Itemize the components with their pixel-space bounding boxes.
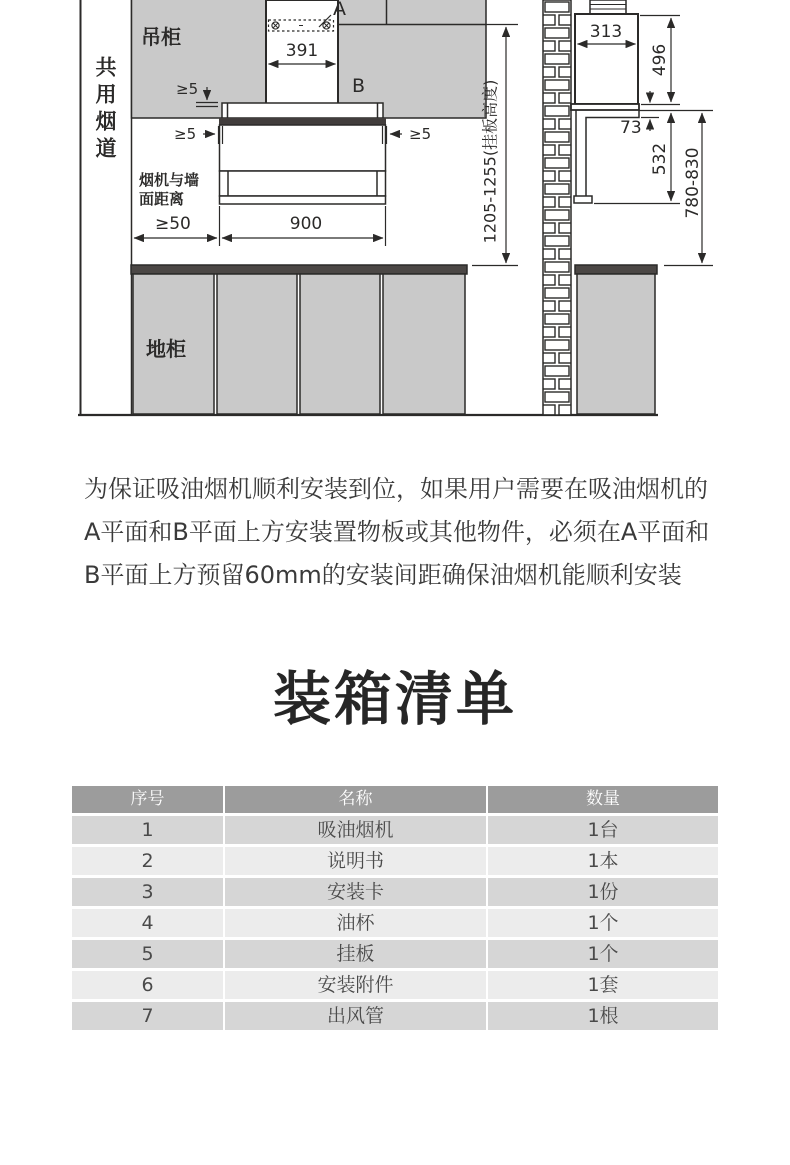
dim-chimney-width: 391 <box>285 41 319 61</box>
table-row <box>72 878 718 906</box>
cell-quantity: 1根 <box>488 1002 718 1030</box>
dim-chimney-height: 496 <box>650 43 670 77</box>
header-index: 序号 <box>72 786 223 813</box>
cell-index: 1 <box>72 816 223 844</box>
dim-chimney-depth: 313 <box>589 22 623 42</box>
dim-min-wall-distance: ≥50 <box>155 214 191 234</box>
dim-left-gap: ≥5 <box>174 125 197 143</box>
packing-list-title: 装箱清单 <box>272 665 517 733</box>
cell-name: 挂板 <box>225 940 486 968</box>
cell-quantity: 1套 <box>488 971 718 999</box>
installation-note <box>84 468 724 597</box>
cell-index: 2 <box>72 847 223 875</box>
cell-name: 出风管 <box>225 1002 486 1030</box>
dim-hood-width: 900 <box>289 214 323 234</box>
note-line2: A平面和B平面上方安装置物板或其他物件，必须在A平面和 <box>84 518 710 546</box>
dim-body-height: 532 <box>650 142 670 176</box>
cell-quantity: 1个 <box>488 940 718 968</box>
wall-distance-line2: 面距离 <box>139 190 185 208</box>
header-quantity: 数量 <box>488 786 718 813</box>
cell-name: 安装附件 <box>225 971 486 999</box>
note-line3: B平面上方预留60mm的安装间距确保油烟机能顺利安装 <box>84 561 682 589</box>
base-cabinet-label: 地柜 <box>146 337 186 361</box>
cell-name: 说明书 <box>225 847 486 875</box>
table-row <box>72 847 718 875</box>
cell-name: 吸油烟机 <box>225 816 486 844</box>
note-line1: 为保证吸油烟机顺利安装到位，如果用户需要在吸油烟机的 <box>84 475 708 503</box>
cell-index: 7 <box>72 1002 223 1030</box>
dim-lip-height: 73 <box>620 118 642 138</box>
plane-a-label: A <box>333 0 346 20</box>
table-row <box>72 1002 718 1030</box>
dim-top-gap: ≥5 <box>176 80 199 98</box>
cell-name: 安装卡 <box>225 878 486 906</box>
wall-distance-label <box>139 171 199 209</box>
cell-index: 4 <box>72 909 223 937</box>
table-row <box>72 909 718 937</box>
packing-list-table <box>72 786 718 1033</box>
dim-hanging-height: 1205-1255(挂板高度) <box>480 79 500 244</box>
table-row <box>72 940 718 968</box>
brick-wall <box>543 0 571 415</box>
cell-quantity: 1份 <box>488 878 718 906</box>
shared-flue-label: 共用烟道 <box>93 56 117 164</box>
table-header-row <box>72 786 718 813</box>
plane-b-label: B <box>352 75 366 97</box>
header-name: 名称 <box>225 786 486 813</box>
cell-index: 3 <box>72 878 223 906</box>
cell-quantity: 1台 <box>488 816 718 844</box>
table-row <box>72 971 718 999</box>
installation-diagram <box>0 0 790 432</box>
dim-right-gap: ≥5 <box>409 125 432 143</box>
cell-quantity: 1本 <box>488 847 718 875</box>
table-row <box>72 816 718 844</box>
cell-index: 5 <box>72 940 223 968</box>
cell-index: 6 <box>72 971 223 999</box>
wall-cabinet-label: 吊柜 <box>141 25 181 49</box>
wall-distance-line1: 烟机与墙 <box>139 171 200 189</box>
dim-install-height: 780-830 <box>683 147 703 219</box>
cell-quantity: 1个 <box>488 909 718 937</box>
cell-name: 油杯 <box>225 909 486 937</box>
